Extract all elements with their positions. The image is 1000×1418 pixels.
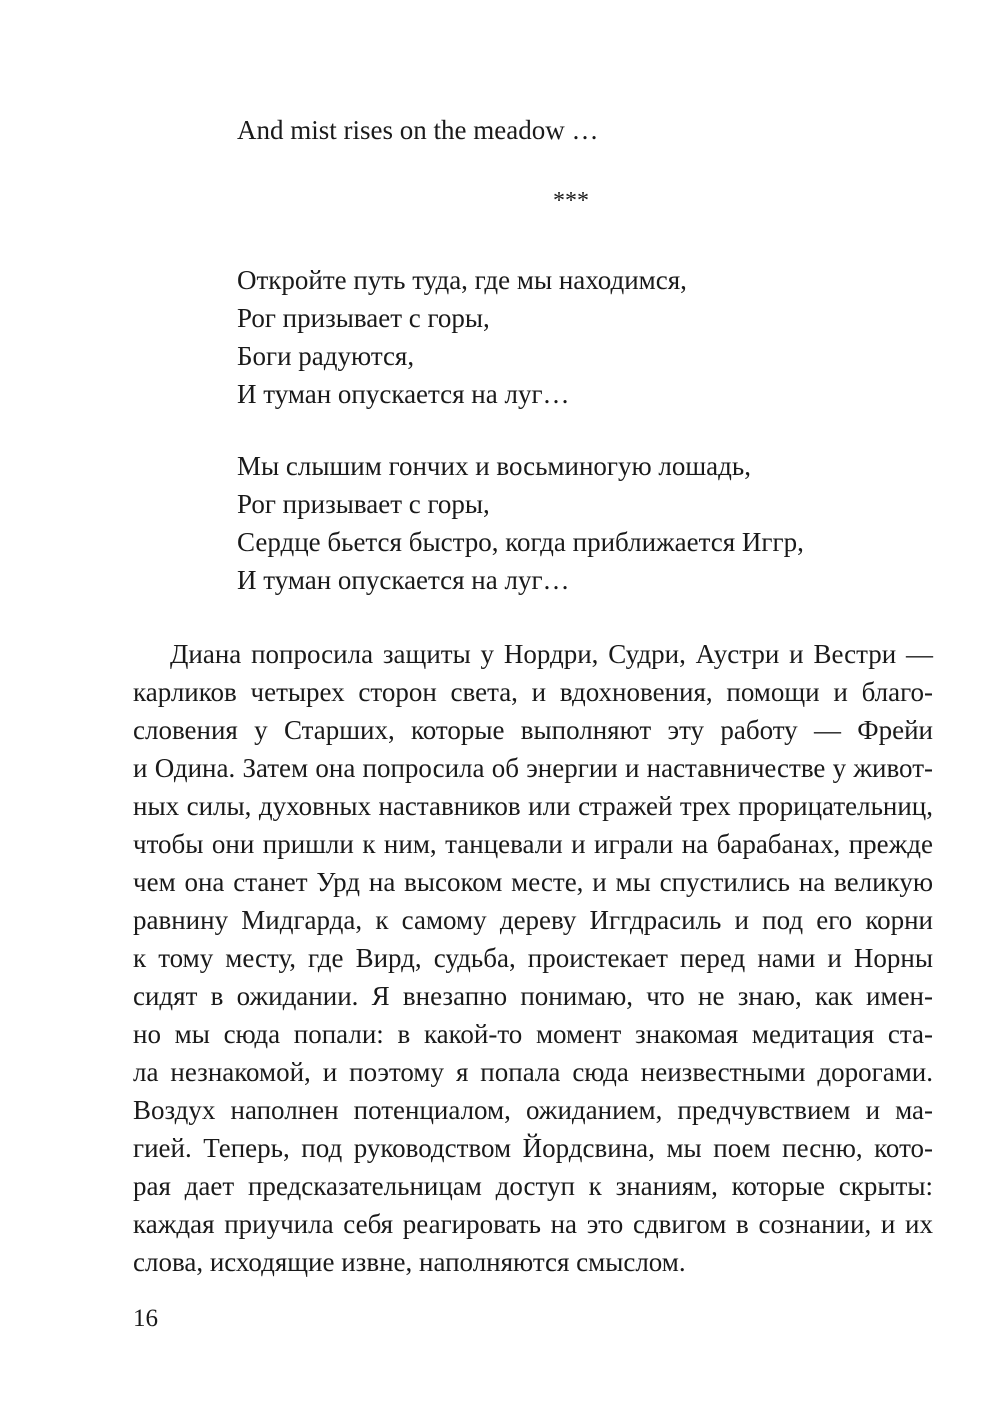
prose-line: слова, исходящие извне, наполняются смыслом.	[133, 1247, 686, 1277]
prose-line: Диана попросила защиты у Нордри, Судри, Аустри и Вестри —	[170, 639, 933, 669]
section-separator: ***	[553, 188, 589, 214]
prose-line: сидят в ожидании. Я внезапно понимаю, что не знаю, как имен-	[133, 981, 933, 1011]
verse-line: И туман опускается на луг…	[237, 565, 570, 595]
prose-line: к тому месту, где Вирд, судьба, проистекает перед нами и Норны	[133, 943, 933, 973]
prose-line: ных силы, духовных наставников или стражей трех прорицательниц,	[133, 791, 933, 821]
prose-line: карликов четырех сторон света, и вдохновения, помощи и благо-	[133, 677, 933, 707]
prose-line: словения у Старших, которые выполняют эту работу — Фрейи	[133, 715, 933, 745]
prose-line: каждая приучила себя реагировать на это сдвигом в сознании, и их	[133, 1209, 933, 1239]
prose-line: и Одина. Затем она попросила об энергии и наставничестве у живот-	[133, 753, 933, 783]
prose-line: Воздух наполнен потенциалом, ожиданием, предчувствием и ма-	[133, 1095, 933, 1125]
prose-line: чтобы они пришли к ним, танцевали и играли на барабанах, прежде	[133, 829, 933, 859]
prose-line: чем она станет Урд на высоком месте, и мы спустились на великую	[133, 867, 933, 897]
verse-line: Мы слышим гончих и восьминогую лошадь,	[237, 451, 751, 481]
verse-line: Рог призывает с горы,	[237, 303, 490, 333]
prose-line: но мы сюда попали: в какой-то момент знакомая медитация ста-	[133, 1019, 933, 1049]
page-number: 16	[133, 1305, 158, 1332]
verse-line: Боги радуются,	[237, 341, 415, 371]
verse-line: Откройте путь туда, где мы находимся,	[237, 265, 687, 295]
prose-line: гией. Теперь, под руководством Йордсвина, мы поем песню, кото-	[133, 1133, 933, 1163]
prose-line: ла незнакомой, и поэтому я попала сюда неизвестными дорогами.	[133, 1057, 933, 1087]
prose-line: равнину Мидгарда, к самому дереву Иггдрасиль и под его корни	[133, 905, 933, 935]
verse-line: Рог призывает с горы,	[237, 489, 490, 519]
verse-line: Сердце бьется быстро, когда приближается Иггр,	[237, 527, 804, 557]
verse-line: И туман опускается на луг…	[237, 379, 570, 409]
prose-line: рая дает предсказательницам доступ к знаниям, которые скрыты:	[133, 1171, 933, 1201]
english-verse-line: And mist rises on the meadow …	[237, 115, 599, 145]
